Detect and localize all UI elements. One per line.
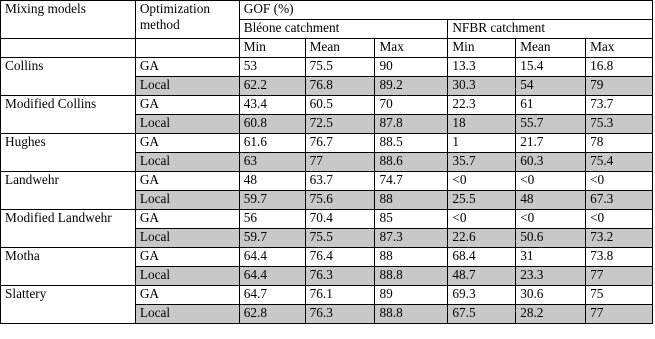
header-min-1: Min [239,39,305,58]
value-cell: 74.7 [375,172,448,191]
value-cell: 61.6 [239,134,305,153]
value-cell: <0 [448,172,516,191]
value-cell: 88 [375,248,448,267]
method-cell: GA [135,210,239,229]
header-max-2: Max [586,39,653,58]
value-cell: 54 [516,77,586,96]
value-cell: 88.5 [375,134,448,153]
method-cell: Local [135,267,239,286]
value-cell: 70 [375,96,448,115]
method-cell: Local [135,305,239,324]
value-cell: 16.8 [586,58,653,77]
value-cell: 50.6 [516,229,586,248]
value-cell: 23.3 [516,267,586,286]
table-row [1,248,653,267]
value-cell: 63 [239,153,305,172]
table-row [1,58,653,77]
header-optimization-method: Optimization method [135,1,239,39]
method-cell: GA [135,172,239,191]
value-cell: 77 [586,267,653,286]
model-name-cell: Hughes [1,134,136,172]
value-cell: 75.5 [305,58,375,77]
value-cell: 77 [586,305,653,324]
value-cell: 85 [375,210,448,229]
value-cell: 13.3 [448,58,516,77]
value-cell: 88.8 [375,267,448,286]
header-bleone-catchment: Bléone catchment [239,20,448,39]
value-cell: <0 [516,172,586,191]
method-cell: GA [135,134,239,153]
header-min-2: Min [448,39,516,58]
header-nfbr-catchment: NFBR catchment [448,20,653,39]
value-cell: 76.4 [305,248,375,267]
value-cell: 77 [305,153,375,172]
method-cell: GA [135,248,239,267]
method-cell: Local [135,115,239,134]
value-cell: <0 [586,210,653,229]
header-empty-2 [135,39,239,58]
value-cell: 56 [239,210,305,229]
value-cell: 60.3 [516,153,586,172]
value-cell: 28.2 [516,305,586,324]
value-cell: 22.6 [448,229,516,248]
value-cell: 22.3 [448,96,516,115]
model-name-cell: Modified Collins [1,96,136,134]
model-name-cell: Slattery [1,286,136,324]
value-cell: 18 [448,115,516,134]
header-mean-1: Mean [305,39,375,58]
value-cell: 48 [239,172,305,191]
value-cell: 69.3 [448,286,516,305]
value-cell: 62.8 [239,305,305,324]
value-cell: 21.7 [516,134,586,153]
value-cell: 90 [375,58,448,77]
value-cell: 64.4 [239,248,305,267]
value-cell: 76.3 [305,305,375,324]
model-name-cell: Landwehr [1,172,136,210]
value-cell: 88 [375,191,448,210]
value-cell: 73.8 [586,248,653,267]
table-row [1,286,653,305]
value-cell: 68.4 [448,248,516,267]
value-cell: 30.3 [448,77,516,96]
value-cell: 78 [586,134,653,153]
value-cell: 60.5 [305,96,375,115]
method-cell: GA [135,96,239,115]
value-cell: 88.6 [375,153,448,172]
value-cell: 55.7 [516,115,586,134]
value-cell: 60.8 [239,115,305,134]
value-cell: 1 [448,134,516,153]
value-cell: 75 [586,286,653,305]
value-cell: 48 [516,191,586,210]
method-cell: Local [135,153,239,172]
value-cell: <0 [516,210,586,229]
table-row [1,134,653,153]
table-row [1,210,653,229]
value-cell: 59.7 [239,191,305,210]
value-cell: 76.8 [305,77,375,96]
header-gof: GOF (%) [239,1,652,20]
model-name-cell: Collins [1,58,136,96]
value-cell: 61 [516,96,586,115]
table-row [1,96,653,115]
value-cell: 43.4 [239,96,305,115]
header-mean-2: Mean [516,39,586,58]
method-cell: Local [135,229,239,248]
value-cell: 89 [375,286,448,305]
value-cell: 64.7 [239,286,305,305]
method-cell: GA [135,58,239,77]
model-name-cell: Modified Landwehr [1,210,136,248]
header-empty-1 [1,39,136,58]
value-cell: 25.5 [448,191,516,210]
value-cell: <0 [586,172,653,191]
value-cell: 76.1 [305,286,375,305]
value-cell: <0 [448,210,516,229]
value-cell: 73.2 [586,229,653,248]
method-cell: Local [135,191,239,210]
value-cell: 67.3 [586,191,653,210]
value-cell: 75.5 [305,229,375,248]
value-cell: 53 [239,58,305,77]
method-cell: Local [135,77,239,96]
value-cell: 31 [516,248,586,267]
header-mixing-models: Mixing models [1,1,136,39]
value-cell: 88.8 [375,305,448,324]
value-cell: 87.3 [375,229,448,248]
value-cell: 67.5 [448,305,516,324]
value-cell: 30.6 [516,286,586,305]
value-cell: 59.7 [239,229,305,248]
value-cell: 75.4 [586,153,653,172]
value-cell: 35.7 [448,153,516,172]
value-cell: 70.4 [305,210,375,229]
value-cell: 62.2 [239,77,305,96]
method-cell: GA [135,286,239,305]
value-cell: 87.8 [375,115,448,134]
value-cell: 79 [586,77,653,96]
value-cell: 64.4 [239,267,305,286]
value-cell: 63.7 [305,172,375,191]
table-row [1,172,653,191]
value-cell: 48.7 [448,267,516,286]
value-cell: 76.3 [305,267,375,286]
value-cell: 75.3 [586,115,653,134]
value-cell: 15.4 [516,58,586,77]
value-cell: 76.7 [305,134,375,153]
value-cell: 75.6 [305,191,375,210]
header-max-1: Max [375,39,448,58]
value-cell: 73.7 [586,96,653,115]
value-cell: 72.5 [305,115,375,134]
model-name-cell: Motha [1,248,136,286]
value-cell: 89.2 [375,77,448,96]
